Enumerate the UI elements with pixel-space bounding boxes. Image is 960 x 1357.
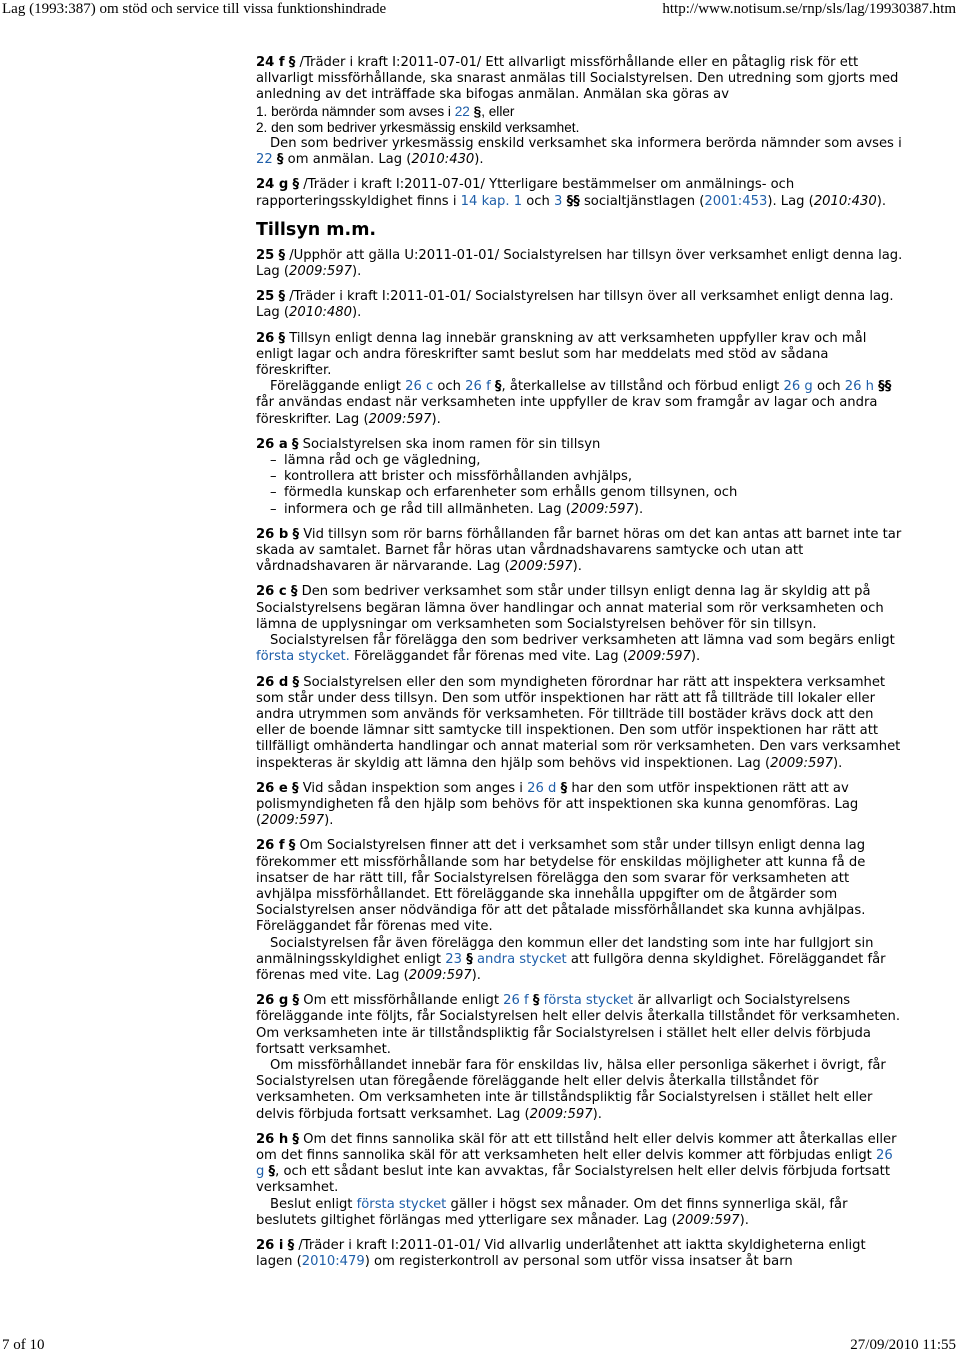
footer-page-number: 7 of 10: [2, 1337, 45, 1353]
link-forsta-stycket[interactable]: första stycket: [356, 1196, 447, 1212]
list-item: – informera och ge råd till allmänheten. Lag (2009:597).: [256, 502, 904, 518]
section-sign: §: [288, 55, 296, 70]
section-26a-list: [256, 453, 904, 518]
section-26g: 26 g § Om ett missförhållande enligt 26 f § första stycket är allvarligt och Socialstyrelsens föreläggande inte följts, får Socialstyrelsen helt eller delvis återkalla tillståndet för verksamheten. Om verksamheten inte är tillståndspliktig får Socialstyrelsen i stället helt eller delvis förbjuda fortsatt verksamhet.: [256, 993, 901, 1057]
law-reference: 2009:597: [676, 1212, 740, 1228]
section-26c: 26 c § Den som bedriver verksamhet som står under tillsyn enligt denna lag är skyldig att på Socialstyrelsens begäran lämna över handlingar och annat material som rör verksamheten och lämna de upplysningar om verksamheten som Socialstyrelsen behöver för sin tillsyn.: [256, 584, 884, 632]
law-reference: 2009:597: [509, 559, 573, 575]
law-reference: 2009:597: [627, 649, 691, 665]
section-25-new: 25 § /Träder i kraft I:2011-01-01/ Socialstyrelsen har tillsyn över all verksamhet enligt denna lag. Lag (2010:480).: [256, 289, 894, 321]
link-22[interactable]: 22: [454, 103, 470, 119]
section-26: 26 § Tillsyn enligt denna lag innebär granskning av att verksamheten uppfyller krav och mål enligt lagar och andra föreskrifter samt beslut som har meddelats med stöd av sådana föreskrifter.: [256, 330, 867, 379]
link-23[interactable]: 23: [445, 951, 462, 967]
section-24f: 24 f § /Träder i kraft I:2011-07-01/ Ett allvarligt missförhållande eller en påtaglig risk för ett allvarligt missförhållande, ska snarast anmälas till Socialstyrelsen. Den utredning som gjorts med anledning av det inträffade ska bifogas anmälan. Anmälan ska göras av: [256, 55, 899, 103]
section-24f-item-1: 1. berörda nämnder som avses i 22 §, eller: [256, 103, 515, 119]
section-25-old: 25 § /Upphör att gälla U:2011-01-01/ Socialstyrelsen har tillsyn över verksamhet enligt denna lag. Lag (2009:597).: [256, 247, 903, 280]
link-26g[interactable]: 26 g: [783, 379, 813, 395]
section-26i: 26 i § /Träder i kraft I:2011-01-01/ Vid allvarlig underlåtenhet att iaktta skyldigheterna enligt lagen (2010:479) om registerkontroll av personal som utför vissa insatser åt barn: [256, 1238, 866, 1270]
law-reference: 2009:597: [408, 967, 472, 983]
law-reference: 2009:597: [570, 501, 634, 517]
section-24f-paragraph-2: Den som bedriver yrkesmässig enskild verksamhet ska informera berörda nämnder som avses i 22 § om anmälan. Lag (2010:430).: [256, 136, 902, 168]
section-26h-paragraph-2: Beslut enligt första stycket gäller i högst sex månader. Om det finns synnerliga skäl, får beslutets giltighet förlängas med ytterligare sex månader. Lag (2009:597).: [256, 1196, 848, 1228]
link-1[interactable]: 1: [513, 193, 523, 209]
link-22[interactable]: 22: [256, 152, 273, 168]
link-2001-453[interactable]: 2001:453: [704, 193, 768, 209]
list-item: – förmedla kunskap och erfarenheter som erhålls genom tillsynen, och: [256, 485, 904, 501]
link-2010-479[interactable]: 2010:479: [301, 1254, 365, 1270]
section-26e: 26 e § Vid sådan inspektion som anges i 26 d § har den som utför inspektionen rätt att av polismyndigheten få den hjälp som behövs för att inspektionen ska kunna genomföras. Lag (2009:597).: [256, 780, 859, 829]
section-26a: 26 a § Socialstyrelsen ska inom ramen för sin tillsyn: [256, 436, 601, 452]
header-url: http://www.notisum.se/rnp/sls/lag/19930387.htm: [662, 1, 956, 17]
section-24f-item-2: 2. den som bedriver yrkesmässig enskild verksamhet.: [256, 119, 580, 135]
link-3[interactable]: 3: [554, 193, 563, 209]
law-reference: 2009:597: [261, 813, 325, 829]
law-reference: 2010:480: [289, 305, 352, 321]
section-26f: 26 f § Om Socialstyrelsen finner att det i verksamhet som står under tillsyn enligt denna lag förekommer ett missförhållande som har betydelse för enskildas möjligheter att kunna få de insatser de har rätt till, får Socialstyrelsen förelägga den som svarar för verksamheten att avhjälpa missförhållandet. Ett föreläggande ska innehålla uppgifter om de åtgärder som Socialstyrelsen anser nödvändiga för att det påtalade missförhållandet ska kunna avhjälpas. Föreläggandet får förenas med vite.: [256, 838, 866, 935]
section-26h: 26 h § Om det finns sannolika skäl för att ett tillstånd helt eller delvis kommer att återkallas eller om det finns sannolika skäl för att verksamheten helt eller delvis kommer att förbjudas enligt 26 g §, och ett sådant beslut inte kan avvaktas, får Socialstyrelsen helt eller delvis förbjuda fortsatt verksamhet.: [256, 1131, 897, 1196]
link-26g[interactable]: 26 g: [256, 1147, 893, 1180]
law-reference: 2010:430: [813, 193, 877, 209]
link-14-kap[interactable]: 14 kap.: [460, 193, 510, 209]
section-26d: 26 d § Socialstyrelsen eller den som myndigheten förordnar har rätt att inspektera verksamhet som står under dess tillsyn. Den som utför inspektionen har rätt att få tillträde till lokaler eller andra utrymmen som används för verksamheten. För tillträde till bostäder krävs dock att den eller de boende lämnar sitt samtycke till inspektionen. Den som utför inspektionen har rätt att tillfälligt omhänderta handlingar och annat material som rör verksamheten. Den vars verksamhet inspekteras är skyldig att lämna den hjälp som behövs vid inspektionen. Lag (2009:597).: [256, 674, 901, 771]
link-andra-stycket[interactable]: andra stycket: [476, 951, 567, 967]
section-number: 24 f: [256, 55, 285, 70]
link-26f[interactable]: 26 f: [465, 379, 491, 395]
browser-print-footer: [0, 1336, 960, 1356]
footer-datetime: 27/09/2010 11:55: [850, 1337, 956, 1353]
section-26c-paragraph-2: Socialstyrelsen får förelägga den som bedriver verksamheten att lämna vad som begärs enligt första stycket. Föreläggandet får förenas med vite. Lag (2009:597).: [256, 633, 895, 665]
link-26f[interactable]: 26 f: [503, 993, 529, 1009]
link-forsta-stycket[interactable]: första stycket.: [256, 649, 350, 665]
link-26c[interactable]: 26 c: [405, 379, 434, 395]
list-item: – kontrollera att brister och missförhållanden avhjälps,: [256, 469, 904, 485]
browser-print-header: [0, 0, 960, 20]
list-item: – lämna råd och ge vägledning,: [256, 453, 904, 469]
link-26d[interactable]: 26 d: [527, 780, 557, 796]
section-26g-paragraph-2: Om missförhållandet innebär fara för enskildas liv, hälsa eller personliga säkerhet i övrigt, får Socialstyrelsen utan föregående föreläggande helt eller delvis återkalla tillståndet för verksamheten. Om verksamheten inte är tillståndspliktig får Socialstyrelsen i stället helt eller delvis förbjuda fortsatt verksamhet. Lag (2009:597).: [256, 1057, 886, 1122]
law-reference: 2009:597: [529, 1106, 593, 1122]
header-document-title: Lag (1993:387) om stöd och service till vissa funktionshindrade: [2, 1, 387, 17]
law-reference: 2009:597: [289, 264, 352, 280]
section-26b: 26 b § Vid tillsyn som rör barns förhållanden får barnet höras om det kan antas att barnet inte tar skada av samtalet. Barnet får höras utan vårdnadshavarens samtycke och utan att vårdnadshavaren är närvarande. Lag (2009:597).: [256, 526, 902, 575]
law-reference: 2010:430: [411, 152, 475, 168]
link-26h[interactable]: 26 h: [844, 379, 874, 395]
link-forsta-stycket[interactable]: första stycket: [543, 993, 634, 1009]
section-24g: 24 g § /Träder i kraft I:2011-07-01/ Ytterligare bestämmelser om anmälnings- och rapporteringsskyldighet finns i 14 kap. 1 och 3 §§ socialtjänstlagen (2001:453). Lag (2010:430).: [256, 177, 887, 209]
section-26-paragraph-2: Föreläggande enligt 26 c och 26 f §, återkallelse av tillstånd och förbud enligt 26 g och 26 h §§ får användas endast när verksamheten inte uppfyller de krav som framgår av lagar och andra föreskrifter. Lag (2009:597).: [256, 379, 892, 427]
law-text: [256, 55, 904, 1270]
chapter-heading: Tillsyn m.m.: [256, 219, 377, 240]
law-reference: 2009:597: [368, 411, 432, 427]
law-reference: 2009:597: [770, 755, 834, 771]
section-26f-paragraph-2: Socialstyrelsen får även förelägga den kommun eller det landsting som inte har fullgjort sin anmälningsskyldighet enligt 23 § andra stycket att fullgöra denna skyldighet. Föreläggandet får förenas med vite. Lag (2009:597).: [256, 935, 886, 983]
